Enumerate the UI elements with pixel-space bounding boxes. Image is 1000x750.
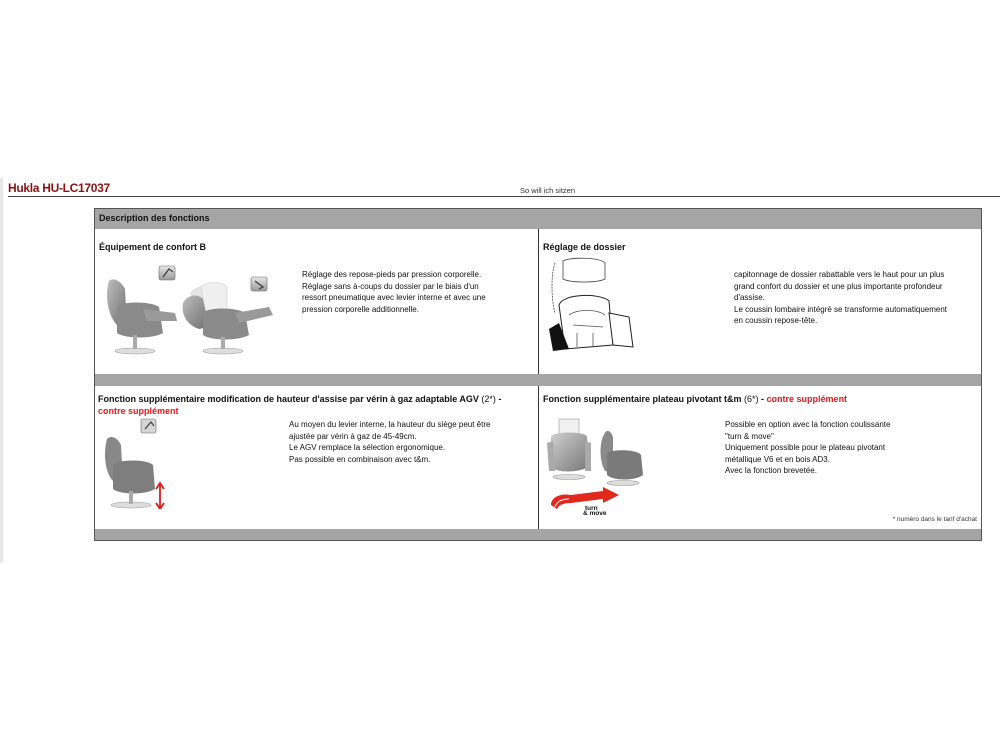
section-header-bar — [95, 209, 981, 229]
height-adjust-illustration — [101, 417, 166, 509]
turn-move-label: turn — [585, 505, 598, 512]
swivel-surcharge-label: contre supplément — [766, 394, 848, 404]
backrest-illustration — [547, 253, 642, 353]
row-separator-bar — [95, 374, 981, 386]
column-divider-bottom — [538, 386, 539, 529]
backrest-description: capitonnage de dossier rabattable vers le haut pour un plus grand confort du dossier et une plus importante profondeur d'assise. Le coussin lombaire intégré se transforme automatiquement en coussin repose-tête. — [734, 270, 947, 325]
swivel-illustration — [547, 417, 647, 515]
column-divider-top — [538, 229, 539, 374]
height-surcharge-label: contre supplément — [98, 406, 179, 416]
brand-title: Hukla HU-LC17037 — [8, 181, 110, 195]
section-title: Description des fonctions — [99, 213, 210, 223]
left-margin-rule — [0, 178, 3, 563]
lever-icon — [159, 266, 175, 280]
comfort-description: Réglage des repose-pieds par pression corporelle. Réglage sans à-coups du dossier par le biais d'un ressort pneumatique avec levier interne et avec une pression corporelle additionnelle. — [302, 270, 486, 314]
turn-move-label-2: & move — [583, 510, 607, 515]
swivel-description: Possible en option avec la fonction coulissante "turn & move" Uniquement possible pour le plateau pivotant métallique V6 et en bois AD3. Avec la fonction brevetée. — [725, 420, 891, 475]
comfort-panel-title: Équipement de confort B — [99, 242, 207, 252]
tagline: So will ich sitzen — [520, 186, 576, 195]
backrest-panel-title: Réglage de dossier — [543, 242, 626, 252]
swivel-panel-title: Fonction supplémentaire plateau pivotant t&m (6*) - contre supplément — [543, 394, 848, 404]
table-footer-bar — [95, 529, 981, 540]
comfort-recliner-illustration — [103, 263, 288, 355]
functions-table — [94, 208, 982, 541]
height-arrow-icon — [156, 483, 164, 509]
header-divider — [8, 196, 1000, 197]
height-panel-title: Fonction supplémentaire modification de hauteur d'assise par vérin à gaz adaptable AGV (2*) - contre supplément — [98, 394, 502, 416]
footnote: * numéro dans le tarif d'achat — [892, 516, 977, 523]
height-description: Au moyen du levier interne, la hauteur du siège peut être ajustée par vérin à gaz de 45-49cm. Le AGV remplace la sélection ergonomique. Pas possible en combinaison avec t&m. — [289, 420, 491, 464]
